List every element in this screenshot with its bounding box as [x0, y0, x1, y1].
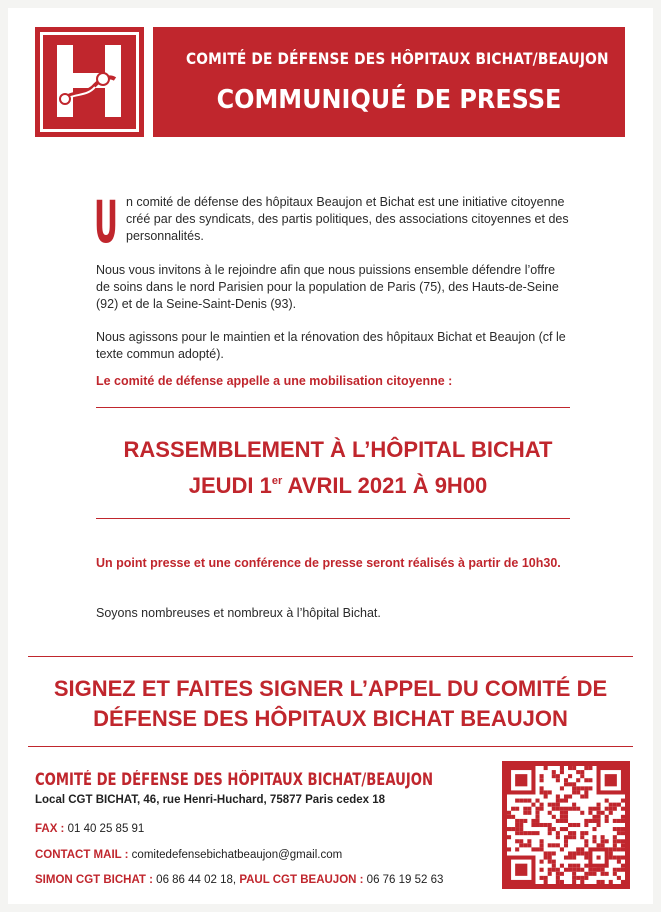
footer-fax: FAX : 01 40 25 85 91: [35, 823, 145, 835]
divider: [28, 656, 633, 657]
svg-text:U: U: [94, 188, 118, 256]
press-announcement: Un point presse et une conférence de presse seront réalisés à partir de 10h30.: [96, 556, 561, 570]
divider: [96, 407, 570, 408]
header-organization: COMITÉ DE DÉFENSE DES HÔPITAUX BICHAT/BEAUJON: [186, 49, 609, 68]
footer-phones: SIMON CGT BICHAT : 06 86 44 02 18, PAUL CGT BEAUJON : 06 76 19 52 63: [35, 874, 444, 886]
footer-mail: CONTACT MAIL : comitedefensebichatbeaujon@gmail.com: [35, 849, 343, 861]
footer-address: Local CGT BICHAT, 46, rue Henri-Huchard, 75877 Paris cedex 18: [35, 794, 386, 806]
divider: [28, 746, 633, 747]
dropcap-letter: [94, 188, 118, 256]
invitation-paragraph: Nous vous invitons à le rejoindre afin que nous puissions ensemble défendre l’offre de soins dans le nord Parisien pour la population de Paris (75), des Hauts-de-Seine (92) et de la Seine-Saint-Denis (93).: [96, 263, 559, 311]
qr-code-icon[interactable]: [502, 761, 630, 889]
call-to-action: Le comité de défense appelle a une mobilisation citoyenne :: [96, 374, 453, 388]
sign-call-line-2: DÉFENSE DES HÔPITAUX BICHAT BEAUJON: [93, 706, 568, 731]
divider: [96, 518, 570, 519]
sign-call-line-1: SIGNEZ ET FAITES SIGNER L’APPEL DU COMITÉ DE: [53, 676, 608, 701]
page-title: COMMUNIQUÉ DE PRESSE: [216, 85, 562, 115]
event-line-1: RASSEMBLEMENT À L’HÔPITAL BICHAT: [123, 437, 553, 462]
closing-line: Soyons nombreuses et nombreux à l’hôpital Bichat.: [96, 606, 381, 620]
event-line-2: JEUDI 1er AVRIL 2021 À 9H00: [188, 473, 488, 498]
contact-mail-link[interactable]: comitedefensebichatbeaujon@gmail.com: [128, 849, 343, 861]
footer-organization: COMITÉ DE DÉFENSE DES HÔPITAUX BICHAT/BEAUJON: [35, 770, 434, 789]
intro-paragraph: n comité de défense des hôpitaux Beaujon et Bichat est une initiative citoyenne créé par des syndicats, des partis politiques, des associations citoyennes et des personnalités.: [126, 195, 569, 243]
mission-paragraph: Nous agissons pour le maintien et la rénovation des hôpitaux Bichat et Beaujon (cf le texte commun adopté).: [96, 330, 566, 361]
header-banner: [153, 27, 625, 137]
press-release-page: [8, 8, 653, 904]
hospital-h-logo-icon: [35, 27, 144, 137]
